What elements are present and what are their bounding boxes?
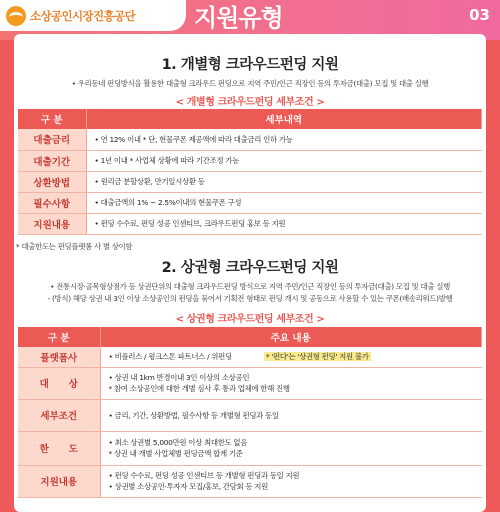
row-label: 한 도	[18, 431, 100, 465]
row-label: 대출금리	[18, 129, 86, 150]
row-value: • 원리금 분할상환, 만기일시상환 등	[95, 176, 482, 187]
row-value: • 최소 상권별 5,000만원 이상 최대한도 없음	[109, 437, 482, 448]
row-label: 대 상	[18, 367, 100, 399]
table-row	[18, 129, 482, 150]
table-row	[18, 192, 482, 213]
row-label: 대출기간	[18, 150, 86, 171]
table-header-content: 주요 내용	[100, 327, 482, 347]
content-card	[14, 34, 486, 512]
row-label: 필수사항	[18, 192, 86, 213]
table-row	[18, 431, 482, 465]
table-header-category: 구 분	[18, 109, 86, 129]
section1-heading: 1. 개별형 크라우드펀딩 지원	[161, 57, 339, 73]
section1-footnote: * 대출한도는 펀딩플랫폼 사 별 상이함	[16, 242, 133, 251]
section1-subheading: < 개별형 크라우드펀딩 세부조건 >	[175, 97, 325, 108]
section1-description: • 우리동네 펀딩방식을 활용한 대출형 크라우드 펀딩으로 지역 주민/인근 직장인 등의 투자금(대출) 모집 및 대출 실행	[71, 79, 429, 88]
row-label: 지원내용	[18, 213, 86, 234]
table-row	[18, 150, 482, 171]
row-value: • 펀딩 수수료, 펀딩 성공 인센티브, 크라우드펀딩 홍보 등 지원	[95, 218, 482, 229]
section2-method: - (방식) 해당 상권 내 3인 이상 소상공인의 펀딩을 묶어서 기획전 형태로 펀딩 개시 및 공동으로 사용할 수 있는 쿠폰(배송리워드)발행	[47, 294, 453, 303]
page-title: 지원유형	[194, 4, 283, 32]
row-value-note: * 상권 내 개별 사업체별 펀딩금액 합계 기준	[108, 449, 243, 458]
table-row	[18, 213, 482, 234]
table-header-category: 구 분	[18, 327, 100, 347]
row-value: • 비플러스 / 윙크스톤 파트너스 / 위펀딩	[109, 352, 232, 361]
table-row	[18, 347, 482, 367]
row-label: 플랫폼사	[18, 347, 100, 367]
row-value-note: * 참여 소상공인에 대한 개별 심사 후 통과 업체에 한해 진행	[108, 384, 290, 393]
section2-heading: 2. 상권형 크라우드펀딩 지원	[161, 260, 339, 276]
row-value: • 상권별 소상공인·투자자 모집/홍보, 간담회 등 지원	[109, 481, 482, 492]
org-logo-icon	[6, 6, 26, 26]
page-number: 03	[469, 6, 490, 24]
row-value: • 1년 이내 * 사업체 상황에 따라 기간조정 가능	[95, 155, 482, 166]
row-note: * '펀다'는 '상권형 펀딩' 지원 불가	[265, 352, 369, 362]
row-value: • 연 12% 이내 * 단, 현물쿠폰 제공액에 따라 대출금리 인하 가능	[95, 134, 482, 145]
table-row	[18, 399, 482, 431]
table-header-detail: 세부내역	[86, 109, 482, 129]
row-value: • 금리, 기간, 상환방법, 필수사항 등 개별형 펀딩과 동일	[109, 410, 482, 421]
section2-table	[18, 327, 482, 498]
row-value: • 대출금액의 1% ~ 2.5%이내의 현물쿠폰 구성	[95, 197, 482, 208]
section2-subheading: < 상권형 크라우드펀딩 세부조건 >	[175, 314, 325, 325]
org-name: 소상공인시장진흥공단	[30, 8, 136, 23]
table-row	[18, 171, 482, 192]
table-row	[18, 367, 482, 399]
row-label: 세부조건	[18, 399, 100, 431]
row-label: 상환방법	[18, 171, 86, 192]
org-logo	[0, 0, 186, 31]
section1-table	[18, 109, 482, 235]
section2-description: • 전통시장·골목형상점가 등 상권단위의 대출형 크라우드펀딩 방식으로 지역 주민/인근 직장인 등의 투자금(대출) 모집 및 대출 실행	[50, 282, 450, 291]
row-value: • 펀딩 수수료, 펀딩 성공 인센티브 등 개별형 펀딩과 동일 지원	[109, 470, 482, 481]
table-row	[18, 465, 482, 497]
row-value: • 상권 내 1km 반경이내 3인 이상의 소상공인	[109, 372, 482, 383]
row-label: 지원내용	[18, 465, 100, 497]
